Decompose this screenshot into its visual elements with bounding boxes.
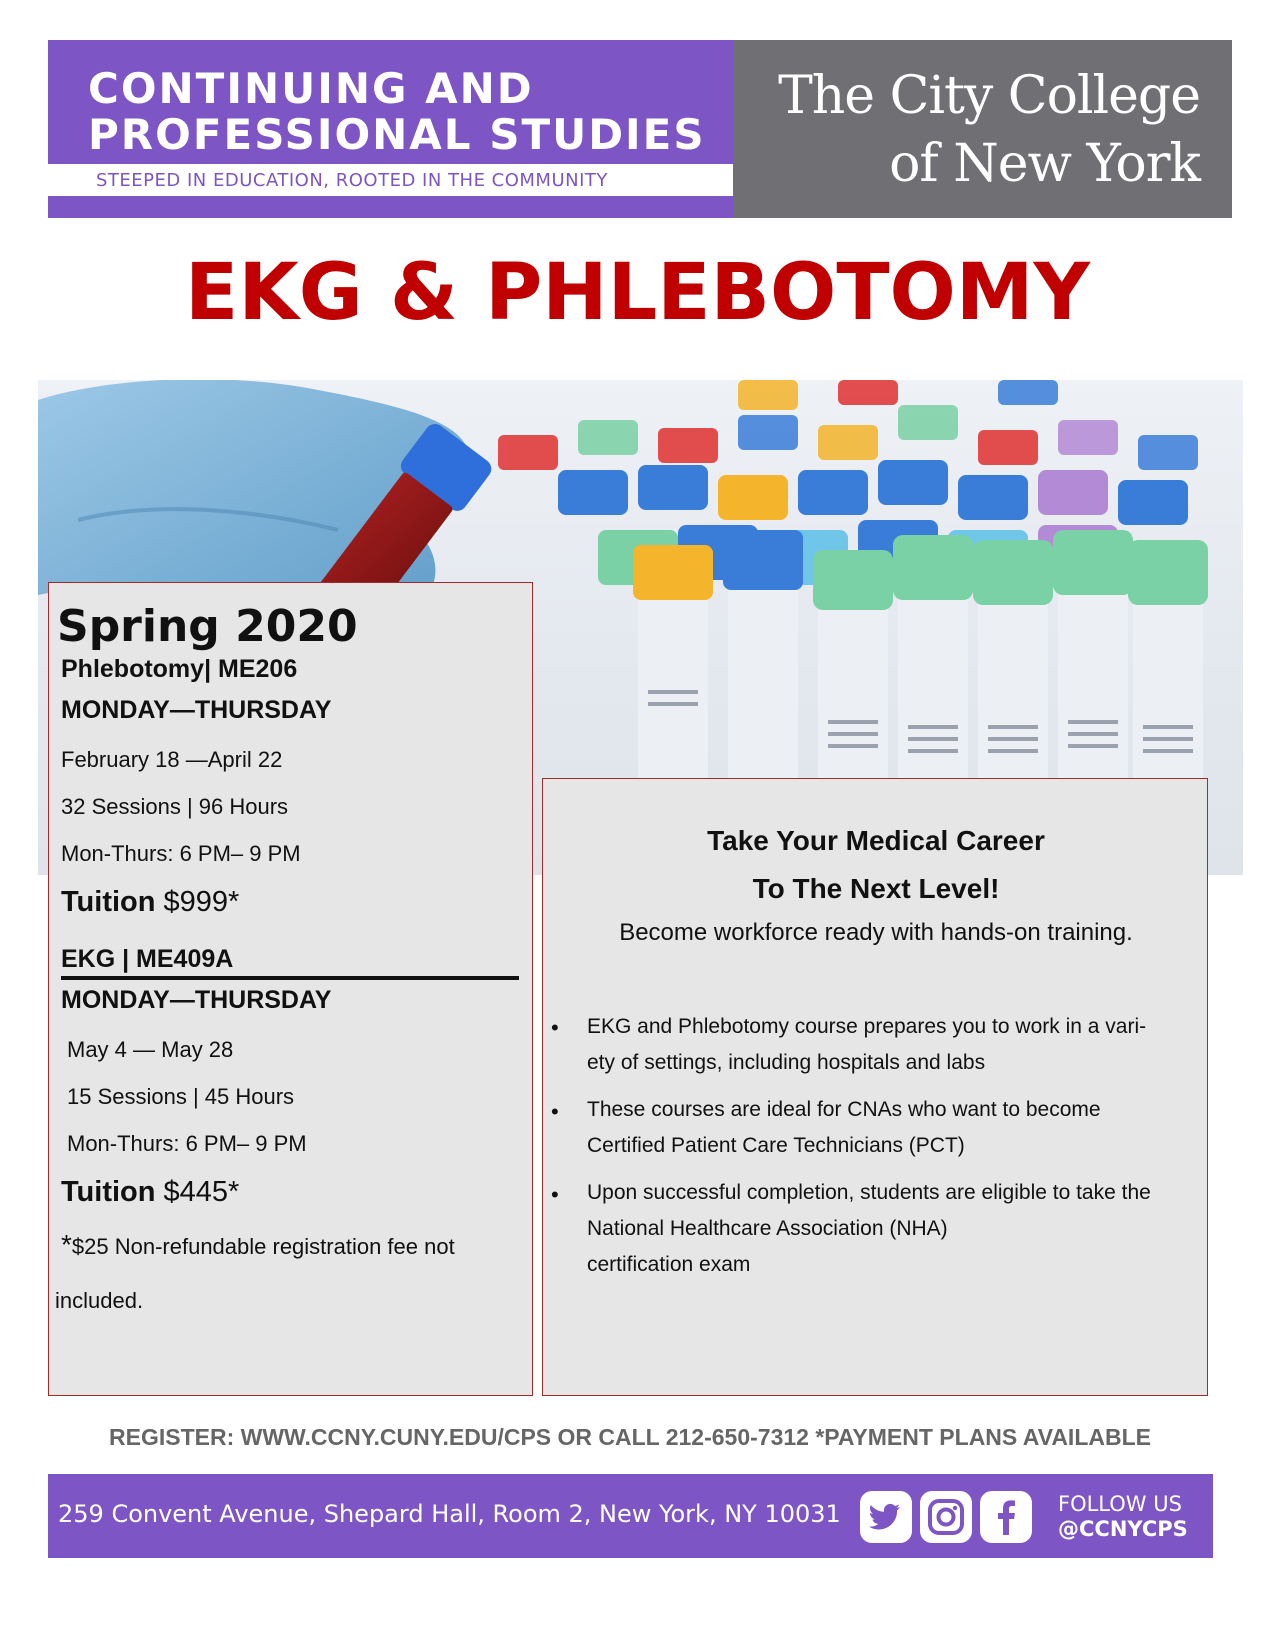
ekg-time: Mon-Thurs: 6 PM– 9 PM <box>67 1131 307 1156</box>
phlebotomy-tuition <box>61 886 239 919</box>
phlebotomy-course-code: Phlebotomy| ME206 <box>61 655 298 683</box>
ekg-sessions: 15 Sessions | 45 Hours <box>67 1084 295 1109</box>
promo-heading-line2: To The Next Level! <box>752 873 1000 904</box>
social-handle[interactable]: @CCNYCPS <box>1058 1517 1188 1541</box>
bullet-line: EKG and Phlebotomy course prepares you to work in a vari- <box>587 1015 1147 1038</box>
instagram-icon[interactable] <box>920 1491 972 1543</box>
bullet-line: certification exam <box>587 1253 751 1276</box>
ekg-course-code: EKG | ME409A <box>61 945 234 973</box>
section-divider <box>61 976 519 980</box>
fee-note <box>61 1229 455 1261</box>
tuition-value: $999* <box>155 886 240 918</box>
promo-heading-line1: Take Your Medical Career <box>707 825 1045 856</box>
program-name-line2: PROFESSIONAL STUDIES <box>88 110 706 159</box>
bullet-icon: • <box>551 1182 559 1207</box>
promo-subheading: Become workforce ready with hands-on training. <box>619 919 1133 946</box>
bullet-line: Upon successful completion, students are eligible to take the <box>587 1181 1151 1204</box>
tuition-label: Tuition <box>61 886 156 918</box>
bullet-item <box>587 1175 1151 1283</box>
ekg-tuition <box>61 1176 239 1209</box>
bullet-line: ety of settings, including hospitals and labs <box>587 1051 986 1074</box>
ekg-days: MONDAY—THURSDAY <box>61 986 332 1014</box>
bullet-line: These courses are ideal for CNAs who want to become <box>587 1098 1101 1121</box>
facebook-icon[interactable] <box>980 1491 1032 1543</box>
fee-note-line2: included. <box>55 1288 144 1313</box>
bullet-item <box>587 1009 1146 1081</box>
tuition-value: $445* <box>155 1176 240 1208</box>
tuition-label: Tuition <box>61 1176 156 1208</box>
phlebotomy-time: Mon-Thurs: 6 PM– 9 PM <box>61 841 301 866</box>
phlebotomy-dates: February 18 —April 22 <box>61 747 283 772</box>
tagline-bar <box>48 164 733 196</box>
twitter-icon[interactable] <box>860 1491 912 1543</box>
college-name-line2: of New York <box>889 134 1200 194</box>
page-title: EKG & PHLEBOTOMY <box>185 248 1090 338</box>
fee-note-line1: $25 Non-refundable registration fee not <box>71 1234 455 1259</box>
bullet-line: Certified Patient Care Technicians (PCT) <box>587 1134 965 1157</box>
address: 259 Convent Avenue, Shepard Hall, Room 2, New York, NY 10031 <box>58 1500 841 1528</box>
footer-bar <box>48 1474 1213 1558</box>
phlebotomy-sessions: 32 Sessions | 96 Hours <box>61 794 289 819</box>
phlebotomy-days: MONDAY—THURSDAY <box>61 696 332 724</box>
tagline: STEEPED IN EDUCATION, ROOTED IN THE COMMUNITY <box>96 170 608 191</box>
bullet-icon: • <box>551 1099 559 1124</box>
program-name-line1: CONTINUING AND <box>88 64 534 113</box>
bullet-line: National Healthcare Association (NHA) <box>587 1217 948 1240</box>
schedule-panel <box>48 582 533 1396</box>
ekg-dates: May 4 — May 28 <box>67 1037 234 1062</box>
season-heading: Spring 2020 <box>57 601 358 652</box>
program-banner <box>48 40 733 218</box>
registration-info: REGISTER: WWW.CCNY.CUNY.EDU/CPS OR CALL 212-650-7312 *PAYMENT PLANS AVAILABLE <box>109 1424 1151 1450</box>
bullet-icon: • <box>551 1015 559 1040</box>
bullet-item <box>587 1092 1101 1164</box>
college-name-line1: The City College <box>778 66 1200 126</box>
fee-note-asterisk: * <box>61 1229 72 1260</box>
college-logo <box>733 40 1232 218</box>
promo-panel <box>542 778 1208 1396</box>
follow-us-label: FOLLOW US <box>1058 1492 1182 1516</box>
